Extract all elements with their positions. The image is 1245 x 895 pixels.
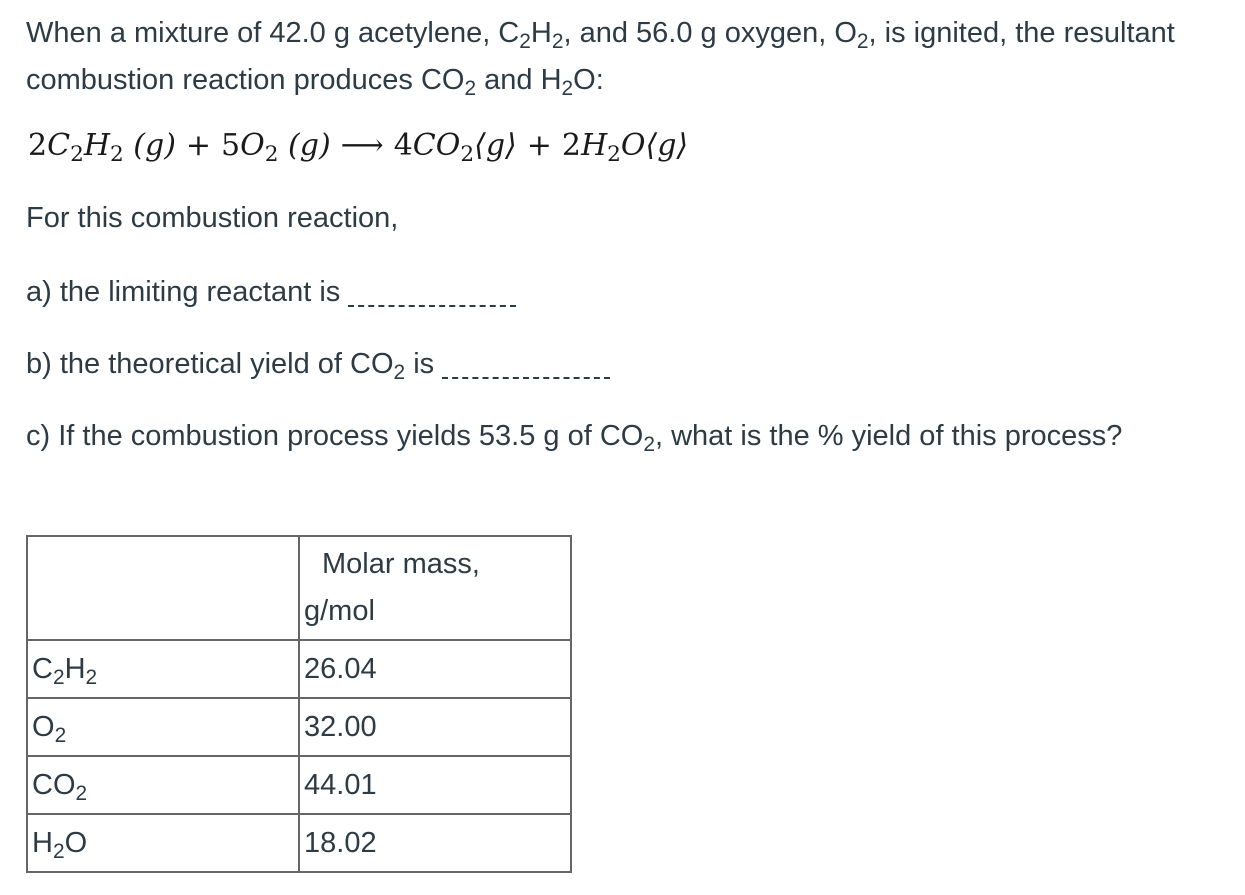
subscript: 2 xyxy=(519,29,531,53)
subscript: 2 xyxy=(109,142,124,168)
header-label: Molar mass, xyxy=(322,548,480,580)
intro-text: H xyxy=(530,17,552,49)
state-label: ⟨g⟩ xyxy=(474,128,517,163)
intro-text: , is ignited, the resultant combustion reaction produces CO xyxy=(26,17,1175,96)
table-header-empty-cell xyxy=(27,536,299,640)
subscript: 2 xyxy=(551,29,564,53)
molar-mass-table xyxy=(26,535,572,873)
intro-paragraph xyxy=(26,10,1226,104)
state-label: ⟨g⟩ xyxy=(645,128,689,163)
element-symbol: C xyxy=(412,128,436,163)
question-a-text: a) the limiting reactant is xyxy=(26,276,341,308)
coefficient: 5 xyxy=(221,128,241,163)
subscript: 2 xyxy=(561,76,574,100)
molar-mass-cell: 18.02 xyxy=(299,814,571,872)
coefficient: 4 xyxy=(393,128,413,163)
subscript: 2 xyxy=(464,76,477,100)
molar-mass-cell: 26.04 xyxy=(299,640,571,698)
subscript: 2 xyxy=(264,142,279,168)
question-b-text: b) the theoretical yield of CO xyxy=(26,348,394,380)
element-symbol: C xyxy=(47,128,71,163)
lead-in-text: For this combustion reaction, xyxy=(26,202,399,234)
question-b xyxy=(26,348,610,384)
subscript: 2 xyxy=(70,142,84,168)
compound-cell: $CO_2$ xyxy=(27,756,299,814)
compound-cell: $O_2$ xyxy=(27,698,299,756)
compound-cell: $H_2O$ xyxy=(27,814,299,872)
intro-text: , and 56.0 g oxygen, O xyxy=(563,17,857,49)
reaction-equation xyxy=(28,128,689,168)
plus-sign: + xyxy=(526,128,552,163)
state-label: (g) xyxy=(288,128,331,163)
element-symbol: H xyxy=(580,128,608,163)
table-row xyxy=(27,756,571,814)
subscript: 2 xyxy=(460,142,475,168)
subscript: 2 xyxy=(856,29,869,53)
reaction-arrow-icon: ⟶ xyxy=(340,128,384,163)
molar-mass-cell: 32.00 xyxy=(299,698,571,756)
table-row xyxy=(27,814,571,872)
answer-blank-b[interactable] xyxy=(442,376,610,379)
coefficient: 2 xyxy=(561,128,581,163)
subscript: 2 xyxy=(643,432,655,456)
element-symbol: O xyxy=(435,128,461,163)
question-c-text: c) If the combustion process yields 53.5 g of CO xyxy=(26,420,644,452)
intro-text: and H xyxy=(476,64,562,96)
plus-sign: + xyxy=(185,128,212,163)
compound-cell: $C_2H_2$ xyxy=(27,640,299,698)
state-label: (g) xyxy=(133,128,176,163)
intro-text: O: xyxy=(573,64,604,96)
header-unit: g/mol xyxy=(304,595,375,627)
element-symbol: O xyxy=(620,128,646,163)
element-symbol: H xyxy=(83,128,110,163)
question-a xyxy=(26,276,516,309)
question-c xyxy=(26,420,1123,456)
table-row xyxy=(27,640,571,698)
element-symbol: O xyxy=(240,128,265,163)
subscript: 2 xyxy=(607,142,621,168)
table-row xyxy=(27,698,571,756)
question-b-text: is xyxy=(405,348,435,380)
table-header-cell xyxy=(299,536,571,640)
table-header-row xyxy=(27,536,571,640)
answer-blank-a[interactable] xyxy=(348,304,516,307)
intro-text: When a mixture of 42.0 g acetylene, C xyxy=(26,17,520,49)
question-page xyxy=(26,0,1236,895)
molar-mass-cell: 44.01 xyxy=(299,756,571,814)
subscript: 2 xyxy=(393,360,406,384)
question-c-text: , what is the % yield of this process? xyxy=(654,420,1123,452)
coefficient: 2 xyxy=(28,128,48,163)
